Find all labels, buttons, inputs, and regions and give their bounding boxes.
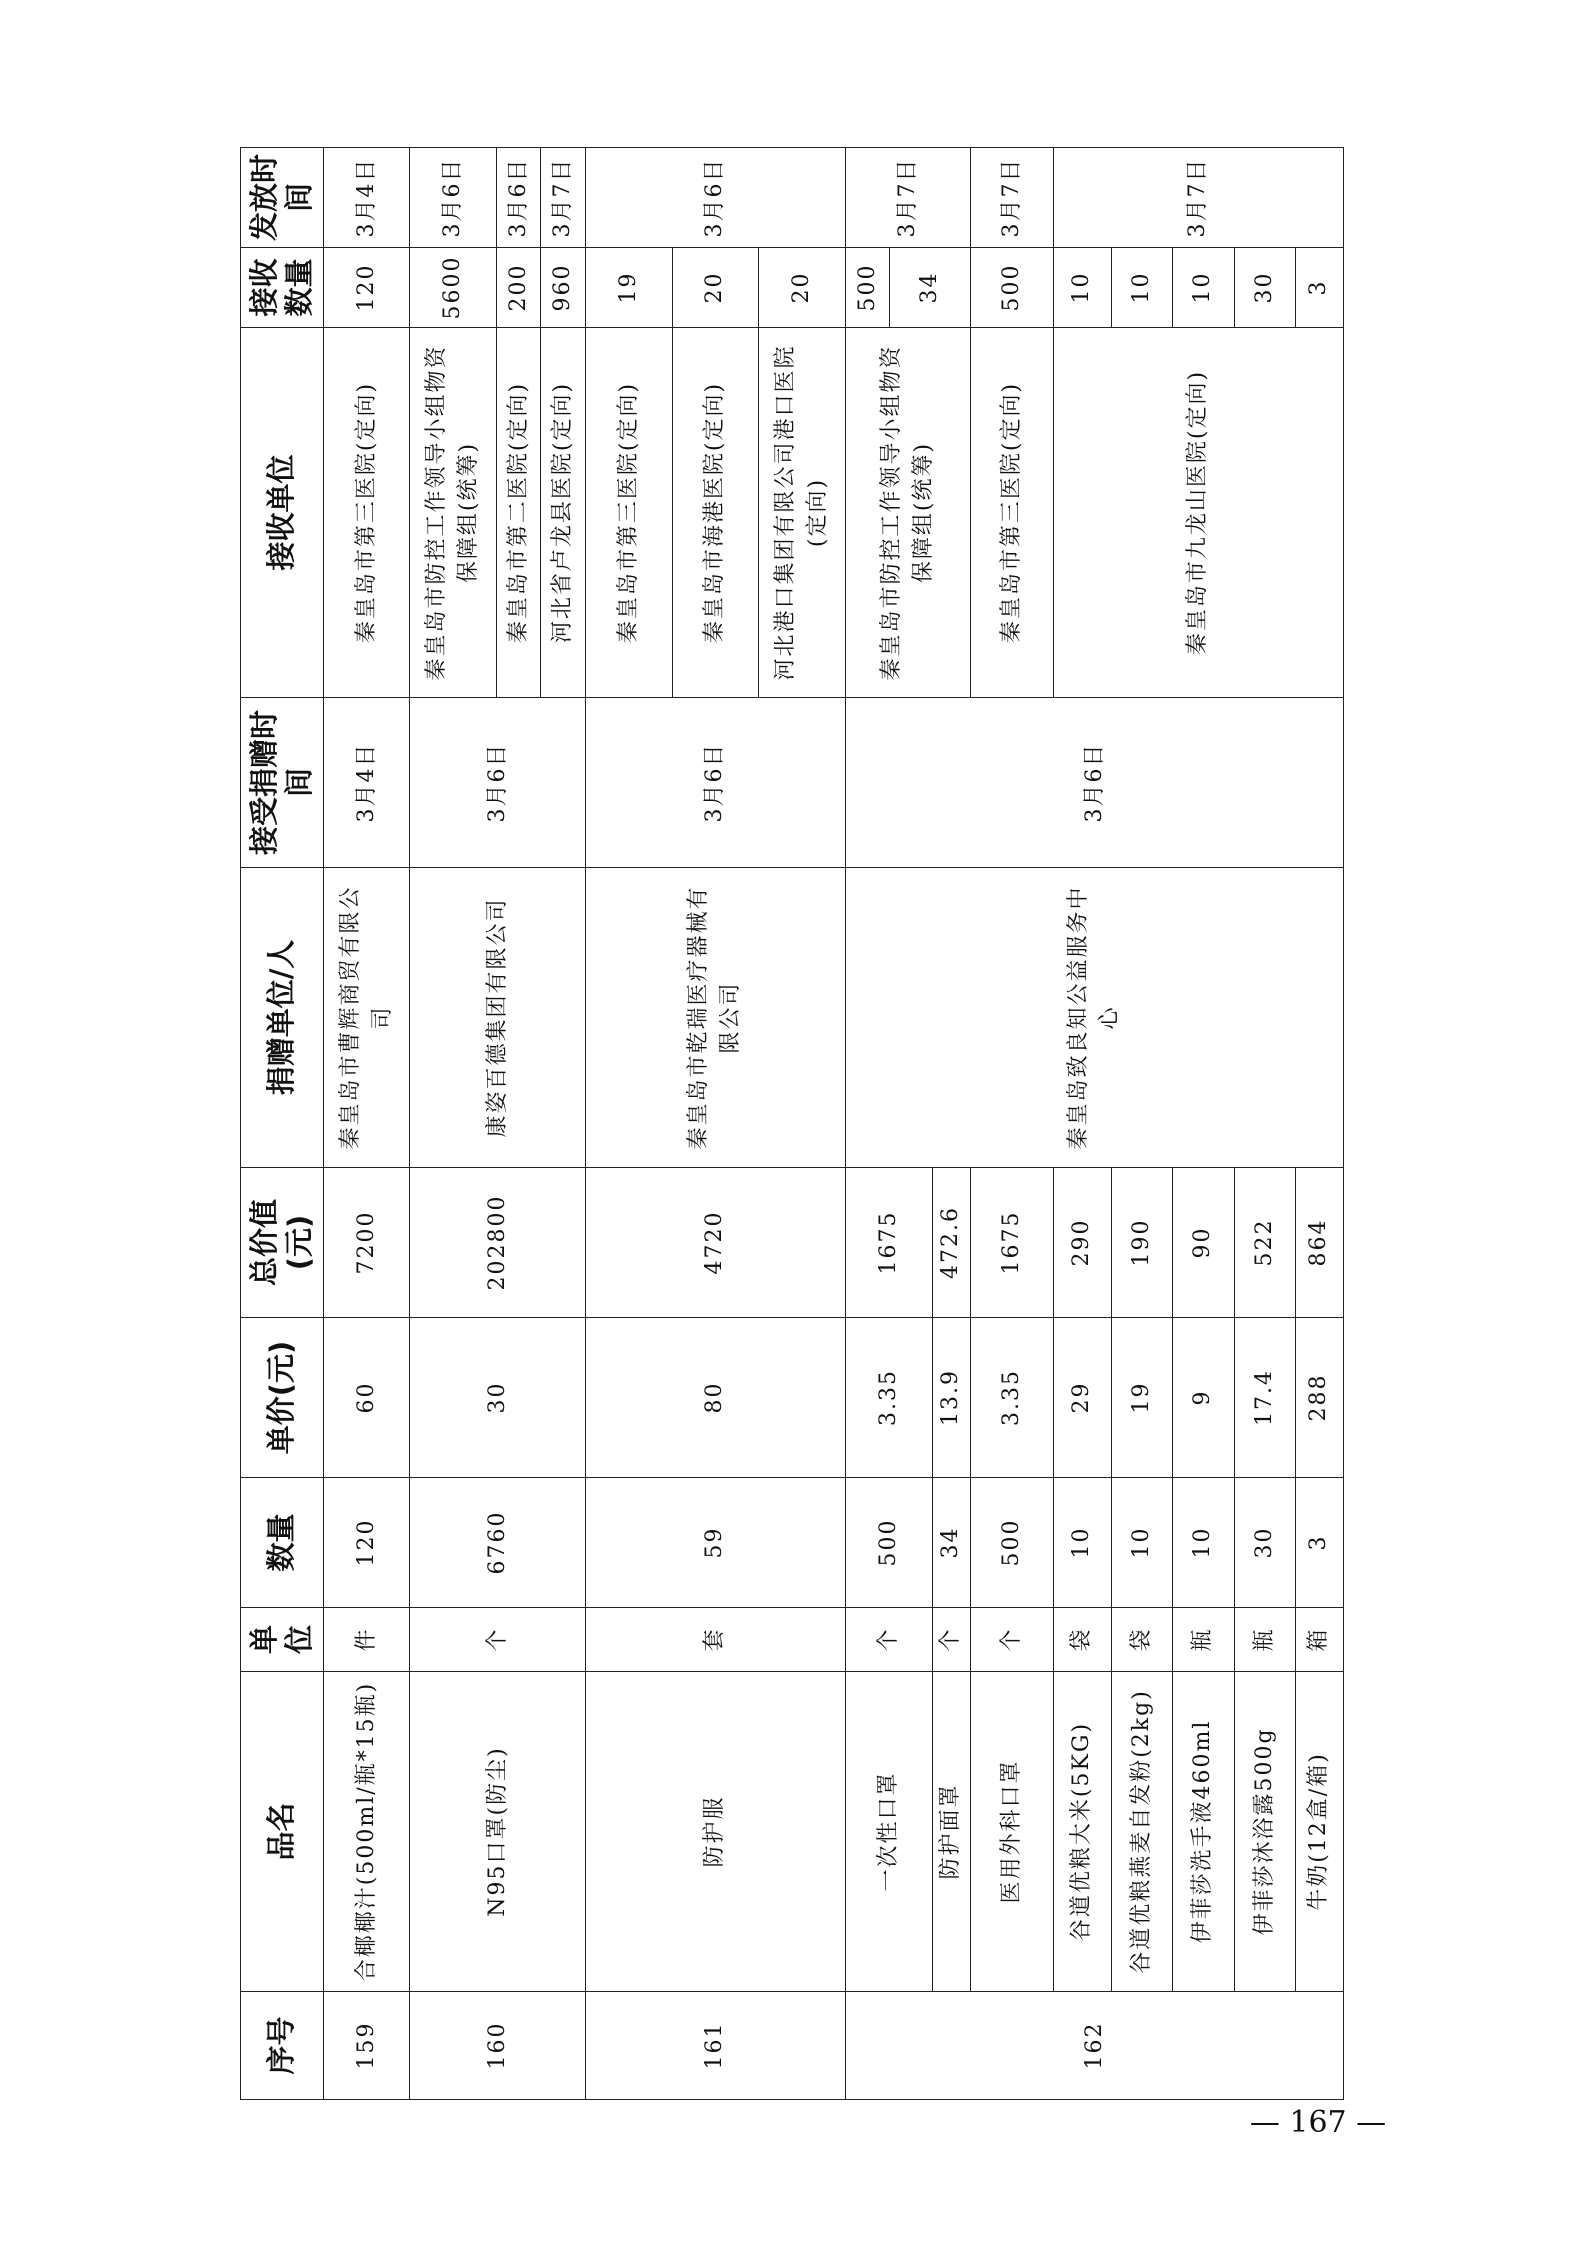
cell-total: 1675: [845, 1168, 932, 1318]
cell-name: N95口罩(防尘): [410, 1672, 585, 1992]
cell-name: 伊菲莎洗手液460ml: [1172, 1672, 1235, 1992]
cell-recv-qty: 30: [1235, 248, 1295, 328]
header-qty: 数量: [241, 1478, 324, 1608]
cell-price: 80: [585, 1318, 845, 1478]
cell-recv-qty: 10: [1172, 248, 1235, 328]
cell-name: 伊菲莎沐浴露500g: [1235, 1672, 1295, 1992]
table-row: [845, 148, 889, 2100]
cell-name: 牛奶(12盒/箱): [1295, 1672, 1343, 1992]
cell-qty: 34: [932, 1478, 970, 1608]
cell-seq: 162: [845, 1992, 1343, 2100]
cell-price: 29: [1053, 1318, 1111, 1478]
cell-issue-time: 3月6日: [585, 148, 845, 248]
cell-unit: 箱: [1295, 1608, 1343, 1672]
cell-name: 一次性口罩: [845, 1672, 932, 1992]
cell-recv-qty: 34: [890, 248, 971, 328]
header-receiver: 接收单位: [241, 328, 324, 698]
cell-receiver: 秦皇岛市第二医院(定向): [497, 328, 541, 698]
cell-qty: 500: [970, 1478, 1053, 1608]
cell-total: 90: [1172, 1168, 1235, 1318]
header-accept-time: 接受捐赠时间: [241, 698, 324, 868]
header-seq: 序号: [241, 1992, 324, 2100]
cell-price: 9: [1172, 1318, 1235, 1478]
cell-name: 防护服: [585, 1672, 845, 1992]
cell-issue-time: 3月7日: [970, 148, 1053, 248]
header-donor: 捐赠单位/人: [241, 868, 324, 1168]
cell-accept-time: 3月6日: [585, 698, 845, 868]
cell-unit: 袋: [1112, 1608, 1172, 1672]
cell-qty: 10: [1112, 1478, 1172, 1608]
cell-donor: 秦皇岛市曹辉商贸有限公司: [323, 868, 410, 1168]
cell-unit: 瓶: [1172, 1608, 1235, 1672]
header-row: [241, 148, 324, 2100]
cell-receiver: 秦皇岛市防控工作领导小组物资保障组(统筹): [845, 328, 970, 698]
cell-seq: 161: [585, 1992, 845, 2100]
cell-recv-qty: 3: [1295, 248, 1343, 328]
cell-donor: 康姿百德集团有限公司: [410, 868, 585, 1168]
cell-qty: 3: [1295, 1478, 1343, 1608]
cell-total: 522: [1235, 1168, 1295, 1318]
cell-unit: 瓶: [1235, 1608, 1295, 1672]
cell-unit: 个: [932, 1608, 970, 1672]
cell-receiver: 秦皇岛市第三医院(定向): [323, 328, 410, 698]
cell-receiver: 秦皇岛市第三医院(定向): [585, 328, 672, 698]
cell-total: 7200: [323, 1168, 410, 1318]
cell-recv-qty: 200: [497, 248, 541, 328]
cell-price: 3.35: [845, 1318, 932, 1478]
cell-recv-qty: 20: [759, 248, 846, 328]
cell-price: 13.9: [932, 1318, 970, 1478]
table-row: [410, 148, 497, 2100]
cell-qty: 500: [845, 1478, 932, 1608]
cell-qty: 6760: [410, 1478, 585, 1608]
cell-issue-time: 3月6日: [497, 148, 541, 248]
cell-total: 290: [1053, 1168, 1111, 1318]
cell-recv-qty: 960: [541, 248, 585, 328]
table-row: [323, 148, 410, 2100]
donation-table: [240, 147, 1344, 2100]
cell-receiver: 秦皇岛市防控工作领导小组物资保障组(统筹): [410, 328, 497, 698]
cell-qty: 30: [1235, 1478, 1295, 1608]
cell-unit: 个: [970, 1608, 1053, 1672]
header-price: 单价(元): [241, 1318, 324, 1478]
cell-price: 30: [410, 1318, 585, 1478]
cell-recv-qty: 20: [672, 248, 759, 328]
cell-donor: 秦皇岛市乾瑞医疗器械有限公司: [585, 868, 845, 1168]
cell-seq: 160: [410, 1992, 585, 2100]
cell-recv-qty: 5600: [410, 248, 497, 328]
cell-receiver: 河北省卢龙县医院(定向): [541, 328, 585, 698]
cell-recv-qty: 10: [1112, 248, 1172, 328]
cell-name: 谷道优粮大米(5KG): [1053, 1672, 1111, 1992]
cell-receiver: 秦皇岛市九龙山医院(定向): [1053, 328, 1343, 698]
cell-price: 60: [323, 1318, 410, 1478]
cell-issue-time: 3月7日: [845, 148, 970, 248]
cell-price: 19: [1112, 1318, 1172, 1478]
cell-price: 17.4: [1235, 1318, 1295, 1478]
cell-unit: 件: [323, 1608, 410, 1672]
cell-recv-qty: 500: [845, 248, 889, 328]
cell-receiver: 秦皇岛市第三医院(定向): [970, 328, 1053, 698]
cell-donor: 秦皇岛致良知公益服务中心: [845, 868, 1343, 1168]
cell-name: 合椰椰汁(500ml/瓶*15瓶): [323, 1672, 410, 1992]
cell-issue-time: 3月7日: [1053, 148, 1343, 248]
cell-unit: 套: [585, 1608, 845, 1672]
header-issue-time: 发放时间: [241, 148, 324, 248]
cell-total: 472.6: [932, 1168, 970, 1318]
cell-qty: 59: [585, 1478, 845, 1608]
cell-recv-qty: 19: [585, 248, 672, 328]
cell-recv-qty: 500: [970, 248, 1053, 328]
rotated-table-wrapper: [240, 148, 1344, 2100]
cell-total: 4720: [585, 1168, 845, 1318]
cell-qty: 10: [1172, 1478, 1235, 1608]
cell-name: 医用外科口罩: [970, 1672, 1053, 1992]
cell-name: 谷道优粮燕麦自发粉(2kg): [1112, 1672, 1172, 1992]
cell-total: 864: [1295, 1168, 1343, 1318]
cell-issue-time: 3月4日: [323, 148, 410, 248]
cell-unit: 个: [410, 1608, 585, 1672]
cell-total: 1675: [970, 1168, 1053, 1318]
header-unit: 单位: [241, 1608, 324, 1672]
cell-price: 3.35: [970, 1318, 1053, 1478]
header-recv-qty: 接收数量: [241, 248, 324, 328]
cell-accept-time: 3月4日: [323, 698, 410, 868]
header-total: 总价值(元): [241, 1168, 324, 1318]
cell-unit: 袋: [1053, 1608, 1111, 1672]
cell-accept-time: 3月6日: [410, 698, 585, 868]
cell-unit: 个: [845, 1608, 932, 1672]
cell-receiver: 秦皇岛市海港医院(定向): [672, 328, 759, 698]
cell-accept-time: 3月6日: [845, 698, 1343, 868]
cell-name: 防护面罩: [932, 1672, 970, 1992]
cell-receiver: 河北港口集团有限公司港口医院(定向): [759, 328, 846, 698]
cell-qty: 120: [323, 1478, 410, 1608]
header-name: 品名: [241, 1672, 324, 1992]
cell-issue-time: 3月7日: [541, 148, 585, 248]
cell-recv-qty: 10: [1053, 248, 1111, 328]
table-row: [585, 148, 672, 2100]
cell-seq: 159: [323, 1992, 410, 2100]
cell-recv-qty: 120: [323, 248, 410, 328]
cell-total: 202800: [410, 1168, 585, 1318]
cell-issue-time: 3月6日: [410, 148, 497, 248]
cell-price: 288: [1295, 1318, 1343, 1478]
cell-total: 190: [1112, 1168, 1172, 1318]
cell-qty: 10: [1053, 1478, 1111, 1608]
page-number: — 167 —: [1249, 2105, 1387, 2140]
